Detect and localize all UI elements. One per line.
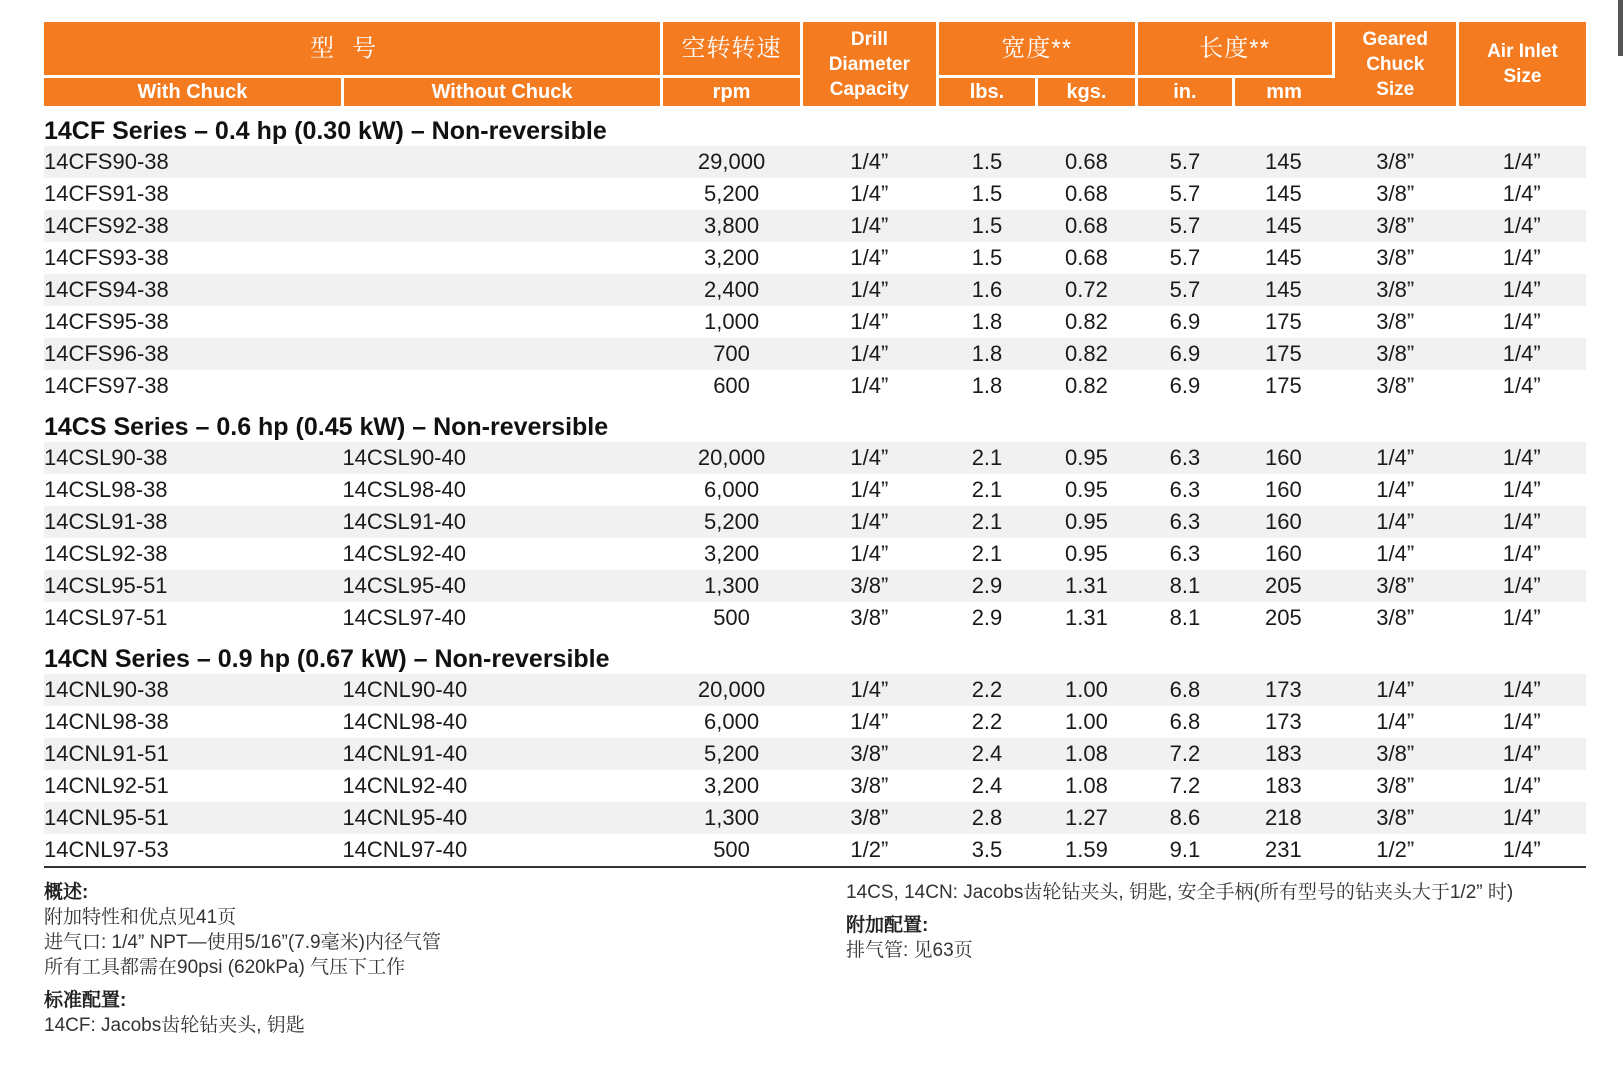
geared-chuck-cell: 3/8” bbox=[1333, 738, 1457, 770]
drill-capacity-cell: 1/4” bbox=[802, 274, 938, 306]
notes-left bbox=[44, 880, 744, 1038]
table-row bbox=[44, 706, 1586, 738]
table-row bbox=[44, 602, 1586, 634]
geared-chuck-cell: 1/4” bbox=[1376, 541, 1415, 566]
rpm-cell: 600 bbox=[713, 373, 750, 398]
air-inlet-cell: 1/4” bbox=[1502, 245, 1541, 270]
model-with-chuck: 14CNL97-53 bbox=[44, 834, 342, 867]
header-geared-chuck bbox=[1333, 22, 1457, 106]
table-row bbox=[44, 242, 1586, 274]
in-cell: 5.7 bbox=[1136, 210, 1233, 242]
header-mm: mm bbox=[1234, 77, 1333, 107]
model-with-chuck: 14CNL91-51 bbox=[44, 738, 342, 770]
rpm-cell: 1,300 bbox=[662, 802, 802, 834]
standard-title: 标准配置: bbox=[44, 990, 127, 1011]
geared-chuck-cell: 3/8” bbox=[1376, 309, 1415, 334]
model-without-chuck bbox=[342, 370, 661, 402]
drill-capacity-cell: 1/4” bbox=[850, 541, 889, 566]
in-cell: 5.7 bbox=[1169, 245, 1201, 270]
model-without-chuck: 14CNL97-40 bbox=[342, 834, 661, 867]
rpm-cell: 700 bbox=[662, 338, 802, 370]
kgs-cell: 0.68 bbox=[1065, 181, 1108, 206]
air-inlet-cell: 1/4” bbox=[1457, 674, 1586, 706]
kgs-cell: 1.08 bbox=[1065, 773, 1108, 798]
model-without-chuck bbox=[342, 242, 661, 274]
overview-title: 概述: bbox=[44, 882, 89, 903]
kgs-cell: 0.82 bbox=[1065, 373, 1108, 398]
drill-capacity-cell: 1/4” bbox=[802, 506, 938, 538]
in-cell: 5.7 bbox=[1169, 181, 1201, 206]
model-with-chuck: 14CFS92-38 bbox=[44, 210, 342, 242]
geared-chuck-cell: 1/2” bbox=[1333, 834, 1457, 867]
air-inlet-cell: 1/4” bbox=[1457, 146, 1586, 178]
kgs-cell: 1.00 bbox=[1037, 674, 1136, 706]
header-weight: 宽度** bbox=[937, 22, 1136, 77]
drill-capacity-cell: 1/4” bbox=[802, 674, 938, 706]
rpm-cell: 20,000 bbox=[662, 442, 802, 474]
kgs-cell: 0.68 bbox=[1065, 245, 1108, 270]
in-cell: 6.3 bbox=[1169, 477, 1201, 502]
rpm-cell: 500 bbox=[713, 605, 750, 630]
table-row bbox=[44, 474, 1586, 506]
header-drill-capacity-text: Drill Diameter Capacity bbox=[828, 28, 911, 100]
model-with-chuck: 14CFS93-38 bbox=[44, 245, 169, 270]
in-cell: 6.3 bbox=[1136, 506, 1233, 538]
model-with-chuck: 14CNL92-51 bbox=[44, 773, 169, 798]
air-inlet-cell: 1/4” bbox=[1457, 442, 1586, 474]
notes-right bbox=[846, 880, 1536, 963]
geared-chuck-cell: 3/8” bbox=[1333, 210, 1457, 242]
table-row bbox=[44, 802, 1586, 834]
table-row bbox=[44, 738, 1586, 770]
mm-cell: 205 bbox=[1264, 605, 1302, 630]
mm-cell: 160 bbox=[1264, 541, 1302, 566]
lbs-cell: 1.8 bbox=[971, 309, 1003, 334]
rpm-cell: 2,400 bbox=[662, 274, 802, 306]
model-with-chuck: 14CFS90-38 bbox=[44, 146, 342, 178]
lbs-cell: 2.1 bbox=[971, 477, 1003, 502]
model-without-chuck bbox=[342, 146, 661, 178]
table-row bbox=[44, 442, 1586, 474]
table-row bbox=[44, 538, 1586, 570]
drill-capacity-cell: 1/4” bbox=[850, 477, 889, 502]
model-with-chuck: 14CSL98-38 bbox=[44, 477, 168, 502]
header-lbs: lbs. bbox=[937, 77, 1036, 107]
model-without-chuck bbox=[342, 338, 661, 370]
geared-chuck-cell: 3/8” bbox=[1333, 274, 1457, 306]
rpm-cell: 1,300 bbox=[662, 570, 802, 602]
geared-chuck-cell: 3/8” bbox=[1333, 802, 1457, 834]
series-title: 14CN Series – 0.9 hp (0.67 kW) – Non-reversible bbox=[44, 645, 610, 673]
kgs-cell: 0.68 bbox=[1037, 210, 1136, 242]
mm-cell: 160 bbox=[1234, 442, 1333, 474]
rpm-cell: 5,200 bbox=[662, 738, 802, 770]
kgs-cell: 1.00 bbox=[1065, 709, 1108, 734]
model-without-chuck: 14CNL92-40 bbox=[342, 773, 468, 798]
header-in: in. bbox=[1136, 77, 1233, 107]
lbs-cell: 2.8 bbox=[937, 802, 1036, 834]
geared-chuck-cell: 1/4” bbox=[1333, 674, 1457, 706]
kgs-cell: 0.68 bbox=[1037, 146, 1136, 178]
header-model: 型号 bbox=[44, 22, 662, 77]
model-with-chuck: 14CNL98-38 bbox=[44, 709, 169, 734]
lbs-cell: 1.5 bbox=[971, 181, 1003, 206]
rpm-cell: 5,200 bbox=[662, 506, 802, 538]
header-kgs: kgs. bbox=[1037, 77, 1136, 107]
model-without-chuck: 14CSL97-40 bbox=[342, 605, 466, 630]
lbs-cell: 3.5 bbox=[937, 834, 1036, 867]
series-row bbox=[44, 634, 1586, 674]
air-inlet-cell: 1/4” bbox=[1457, 738, 1586, 770]
standard-line: 14CF: Jacobs齿轮钻夹头, 钥匙 bbox=[44, 1015, 305, 1036]
kgs-cell: 1.31 bbox=[1037, 570, 1136, 602]
air-inlet-cell: 1/4” bbox=[1502, 181, 1541, 206]
drill-capacity-cell: 1/4” bbox=[850, 245, 889, 270]
lbs-cell: 2.2 bbox=[971, 709, 1003, 734]
air-inlet-cell: 1/4” bbox=[1457, 802, 1586, 834]
model-with-chuck: 14CSL91-38 bbox=[44, 506, 342, 538]
lbs-cell: 2.4 bbox=[971, 773, 1003, 798]
mm-cell: 231 bbox=[1234, 834, 1333, 867]
in-cell: 6.9 bbox=[1169, 373, 1201, 398]
in-cell: 8.6 bbox=[1136, 802, 1233, 834]
geared-chuck-cell: 1/4” bbox=[1376, 477, 1415, 502]
lbs-cell: 2.2 bbox=[937, 674, 1036, 706]
in-cell: 8.1 bbox=[1169, 605, 1201, 630]
model-without-chuck bbox=[342, 210, 661, 242]
lbs-cell: 2.1 bbox=[971, 541, 1003, 566]
drill-capacity-cell: 1/4” bbox=[802, 146, 938, 178]
model-without-chuck: 14CSL95-40 bbox=[342, 570, 661, 602]
rpm-cell: 500 bbox=[662, 834, 802, 867]
air-inlet-cell: 1/4” bbox=[1502, 773, 1541, 798]
table-row bbox=[44, 506, 1586, 538]
header-rpm: rpm bbox=[662, 77, 802, 107]
rpm-cell: 20,000 bbox=[662, 674, 802, 706]
model-with-chuck: 14CNL90-38 bbox=[44, 674, 342, 706]
mm-cell: 160 bbox=[1234, 506, 1333, 538]
in-cell: 7.2 bbox=[1136, 738, 1233, 770]
in-cell: 9.1 bbox=[1136, 834, 1233, 867]
overview-line: 附加特性和优点见41页 bbox=[44, 907, 237, 928]
air-inlet-cell: 1/4” bbox=[1457, 210, 1586, 242]
overview-line: 进气口: 1/4” NPT—使用5/16”(7.9毫米)内径气管 bbox=[44, 932, 441, 953]
in-cell: 6.8 bbox=[1136, 674, 1233, 706]
mm-cell: 173 bbox=[1264, 709, 1302, 734]
optional-line: 排气管: 见63页 bbox=[846, 940, 973, 961]
page-edge-bar bbox=[1618, 0, 1623, 56]
series-title: 14CS Series – 0.6 hp (0.45 kW) – Non-reversible bbox=[44, 413, 609, 441]
kgs-cell: 1.59 bbox=[1037, 834, 1136, 867]
standard-right-line: 14CS, 14CN: Jacobs齿轮钻夹头, 钥匙, 安全手柄(所有型号的钻夹头大于1/2” 时) bbox=[846, 882, 1514, 903]
model-with-chuck: 14CFS97-38 bbox=[44, 373, 169, 398]
optional-title: 附加配置: bbox=[846, 915, 929, 936]
rpm-cell: 6,000 bbox=[704, 709, 760, 734]
mm-cell: 218 bbox=[1234, 802, 1333, 834]
model-without-chuck: 14CNL98-40 bbox=[342, 709, 468, 734]
drill-capacity-cell: 3/8” bbox=[850, 605, 889, 630]
rpm-cell: 1,000 bbox=[704, 309, 760, 334]
header-drill-capacity bbox=[802, 22, 938, 106]
mm-cell: 183 bbox=[1234, 738, 1333, 770]
air-inlet-cell: 1/4” bbox=[1502, 477, 1541, 502]
in-cell: 6.9 bbox=[1136, 338, 1233, 370]
table-row bbox=[44, 370, 1586, 402]
mm-cell: 145 bbox=[1234, 146, 1333, 178]
lbs-cell: 2.9 bbox=[937, 570, 1036, 602]
kgs-cell: 0.82 bbox=[1065, 309, 1108, 334]
geared-chuck-cell: 3/8” bbox=[1376, 245, 1415, 270]
kgs-cell: 0.95 bbox=[1037, 506, 1136, 538]
mm-cell: 175 bbox=[1234, 338, 1333, 370]
table-row bbox=[44, 178, 1586, 210]
geared-chuck-cell: 3/8” bbox=[1333, 146, 1457, 178]
model-without-chuck: 14CNL90-40 bbox=[342, 674, 661, 706]
model-with-chuck: 14CNL95-51 bbox=[44, 802, 342, 834]
air-inlet-cell: 1/4” bbox=[1502, 309, 1541, 334]
lbs-cell: 2.1 bbox=[937, 442, 1036, 474]
mm-cell: 145 bbox=[1234, 210, 1333, 242]
kgs-cell: 1.27 bbox=[1037, 802, 1136, 834]
series-row bbox=[44, 402, 1586, 442]
model-without-chuck bbox=[342, 178, 661, 210]
drill-capacity-cell: 1/4” bbox=[802, 338, 938, 370]
air-inlet-cell: 1/4” bbox=[1457, 570, 1586, 602]
model-with-chuck: 14CFS96-38 bbox=[44, 338, 342, 370]
geared-chuck-cell: 3/8” bbox=[1376, 373, 1415, 398]
table-row bbox=[44, 674, 1586, 706]
drill-capacity-cell: 1/4” bbox=[802, 210, 938, 242]
lbs-cell: 1.6 bbox=[937, 274, 1036, 306]
drill-capacity-cell: 1/4” bbox=[802, 442, 938, 474]
lbs-cell: 1.5 bbox=[937, 146, 1036, 178]
kgs-cell: 0.72 bbox=[1037, 274, 1136, 306]
kgs-cell: 0.95 bbox=[1065, 477, 1108, 502]
geared-chuck-cell: 3/8” bbox=[1376, 181, 1415, 206]
model-with-chuck: 14CSL97-51 bbox=[44, 605, 168, 630]
drill-capacity-cell: 3/8” bbox=[802, 802, 938, 834]
lbs-cell: 2.4 bbox=[937, 738, 1036, 770]
lbs-cell: 1.5 bbox=[937, 210, 1036, 242]
model-without-chuck bbox=[342, 274, 661, 306]
model-with-chuck: 14CSL92-38 bbox=[44, 541, 168, 566]
mm-cell: 183 bbox=[1264, 773, 1302, 798]
table-row bbox=[44, 274, 1586, 306]
header-row-top bbox=[44, 22, 1586, 77]
lbs-cell: 2.1 bbox=[937, 506, 1036, 538]
lbs-cell: 1.8 bbox=[937, 338, 1036, 370]
model-without-chuck: 14CSL91-40 bbox=[342, 506, 661, 538]
drill-capacity-cell: 1/4” bbox=[850, 181, 889, 206]
drill-capacity-cell: 3/8” bbox=[802, 738, 938, 770]
kgs-cell: 0.82 bbox=[1037, 338, 1136, 370]
geared-chuck-cell: 3/8” bbox=[1376, 605, 1415, 630]
header-air-inlet bbox=[1457, 22, 1586, 106]
model-with-chuck: 14CSL95-51 bbox=[44, 570, 342, 602]
model-without-chuck: 14CSL98-40 bbox=[342, 477, 466, 502]
model-without-chuck bbox=[342, 306, 661, 338]
in-cell: 8.1 bbox=[1136, 570, 1233, 602]
kgs-cell: 0.95 bbox=[1037, 442, 1136, 474]
table-row bbox=[44, 770, 1586, 802]
model-without-chuck: 14CSL92-40 bbox=[342, 541, 466, 566]
rpm-cell: 3,800 bbox=[662, 210, 802, 242]
lbs-cell: 1.5 bbox=[971, 245, 1003, 270]
model-without-chuck: 14CNL95-40 bbox=[342, 802, 661, 834]
table-row bbox=[44, 570, 1586, 602]
table-body bbox=[44, 106, 1586, 867]
in-cell: 6.3 bbox=[1169, 541, 1201, 566]
table-row bbox=[44, 306, 1586, 338]
in-cell: 5.7 bbox=[1136, 274, 1233, 306]
in-cell: 6.9 bbox=[1169, 309, 1201, 334]
drill-capacity-cell: 1/4” bbox=[850, 709, 889, 734]
kgs-cell: 1.31 bbox=[1065, 605, 1108, 630]
in-cell: 6.3 bbox=[1136, 442, 1233, 474]
drill-capacity-cell: 3/8” bbox=[802, 570, 938, 602]
mm-cell: 205 bbox=[1234, 570, 1333, 602]
geared-chuck-cell: 3/8” bbox=[1333, 570, 1457, 602]
rpm-cell: 3,200 bbox=[704, 773, 760, 798]
rpm-cell: 29,000 bbox=[662, 146, 802, 178]
model-with-chuck: 14CFS91-38 bbox=[44, 181, 169, 206]
table-row bbox=[44, 834, 1586, 867]
rpm-cell: 3,200 bbox=[704, 245, 760, 270]
model-without-chuck: 14CNL91-40 bbox=[342, 738, 661, 770]
air-inlet-cell: 1/4” bbox=[1502, 605, 1541, 630]
model-without-chuck: 14CSL90-40 bbox=[342, 442, 661, 474]
air-inlet-cell: 1/4” bbox=[1502, 709, 1541, 734]
mm-cell: 145 bbox=[1264, 181, 1302, 206]
lbs-cell: 1.8 bbox=[971, 373, 1003, 398]
header-air-inlet-text: Air Inlet Size bbox=[1487, 41, 1558, 87]
air-inlet-cell: 1/4” bbox=[1457, 274, 1586, 306]
header-length: 长度** bbox=[1136, 22, 1333, 77]
header-speed: 空转转速 bbox=[662, 22, 802, 77]
mm-cell: 175 bbox=[1264, 373, 1302, 398]
header-geared-chuck-text: Geared Chuck Size bbox=[1362, 28, 1428, 100]
rpm-cell: 5,200 bbox=[704, 181, 760, 206]
header-without-chuck: Without Chuck bbox=[342, 77, 661, 107]
rpm-cell: 3,200 bbox=[704, 541, 760, 566]
geared-chuck-cell: 3/8” bbox=[1333, 338, 1457, 370]
kgs-cell: 0.95 bbox=[1065, 541, 1108, 566]
rpm-cell: 6,000 bbox=[704, 477, 760, 502]
table-row bbox=[44, 146, 1586, 178]
overview-line: 所有工具都需在90psi (620kPa) 气压下工作 bbox=[44, 957, 406, 978]
model-with-chuck: 14CFS94-38 bbox=[44, 274, 342, 306]
table-row bbox=[44, 338, 1586, 370]
air-inlet-cell: 1/4” bbox=[1502, 373, 1541, 398]
series-row bbox=[44, 106, 1586, 146]
air-inlet-cell: 1/4” bbox=[1502, 541, 1541, 566]
table-row bbox=[44, 210, 1586, 242]
air-inlet-cell: 1/4” bbox=[1457, 506, 1586, 538]
mm-cell: 160 bbox=[1264, 477, 1302, 502]
mm-cell: 175 bbox=[1264, 309, 1302, 334]
drill-capacity-cell: 1/4” bbox=[850, 373, 889, 398]
in-cell: 6.8 bbox=[1169, 709, 1201, 734]
mm-cell: 145 bbox=[1234, 274, 1333, 306]
model-with-chuck: 14CSL90-38 bbox=[44, 442, 342, 474]
drill-capacity-cell: 1/2” bbox=[802, 834, 938, 867]
in-cell: 5.7 bbox=[1136, 146, 1233, 178]
header-with-chuck: With Chuck bbox=[44, 77, 342, 107]
geared-chuck-cell: 3/8” bbox=[1376, 773, 1415, 798]
spec-table bbox=[44, 22, 1586, 868]
geared-chuck-cell: 1/4” bbox=[1333, 506, 1457, 538]
model-with-chuck: 14CFS95-38 bbox=[44, 309, 169, 334]
air-inlet-cell: 1/4” bbox=[1457, 834, 1586, 867]
drill-capacity-cell: 1/4” bbox=[850, 309, 889, 334]
drill-capacity-cell: 3/8” bbox=[850, 773, 889, 798]
series-title: 14CF Series – 0.4 hp (0.30 kW) – Non-reversible bbox=[44, 117, 607, 145]
mm-cell: 145 bbox=[1264, 245, 1302, 270]
geared-chuck-cell: 1/4” bbox=[1376, 709, 1415, 734]
kgs-cell: 1.08 bbox=[1037, 738, 1136, 770]
geared-chuck-cell: 1/4” bbox=[1333, 442, 1457, 474]
in-cell: 7.2 bbox=[1169, 773, 1201, 798]
lbs-cell: 2.9 bbox=[971, 605, 1003, 630]
air-inlet-cell: 1/4” bbox=[1457, 338, 1586, 370]
mm-cell: 173 bbox=[1234, 674, 1333, 706]
